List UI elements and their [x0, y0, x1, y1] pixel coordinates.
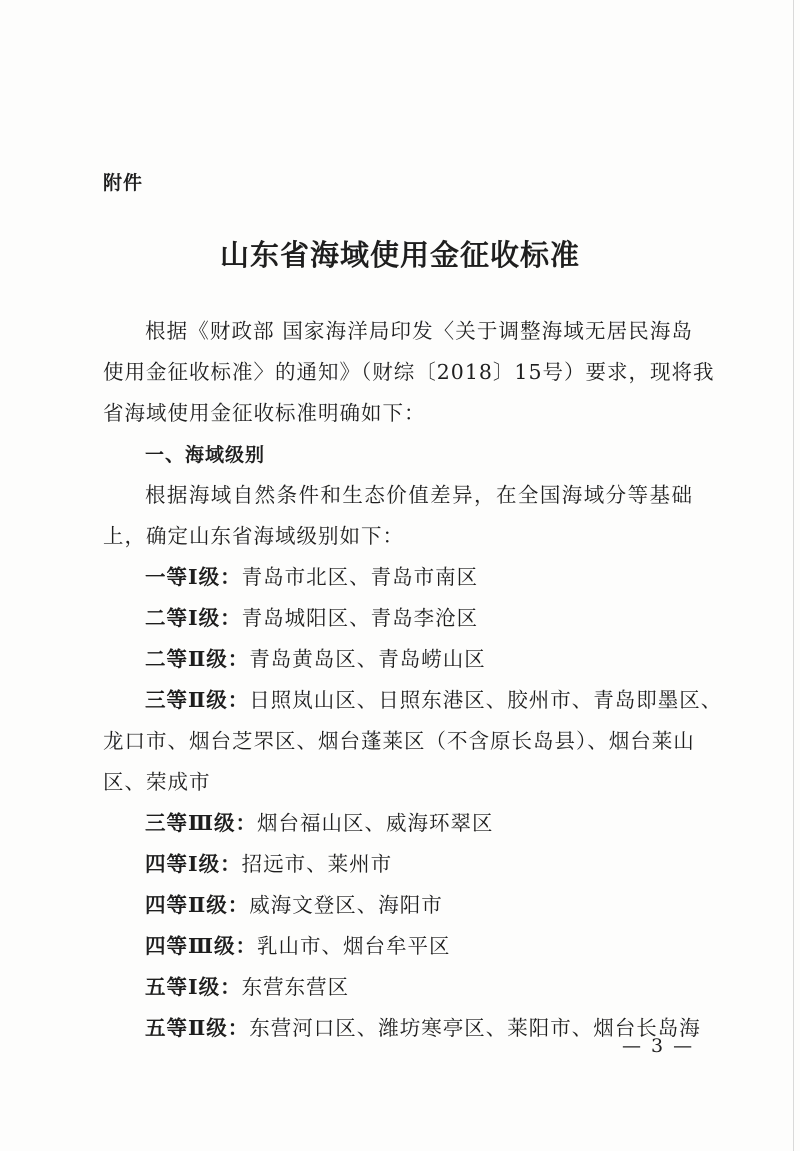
grade-label: 三等Ⅱ级：	[145, 688, 250, 712]
grade-row	[145, 644, 745, 674]
grade-row	[145, 890, 745, 920]
grade-areas: 烟台福山区、威海环翠区	[256, 811, 494, 835]
grade-areas: 招远市、莱州市	[241, 852, 393, 876]
grade-label: 二等Ⅱ级：	[145, 647, 250, 671]
grade-areas: 青岛城阳区、青岛李沧区	[241, 606, 479, 630]
grade-areas: 乳山市、烟台牟平区	[256, 934, 451, 958]
grade-areas: 青岛黄岛区、青岛崂山区	[249, 647, 486, 671]
document-title: 山东省海域使用金征收标准	[219, 238, 580, 272]
section-heading: 一、海域级别	[145, 444, 266, 466]
grade-row	[145, 849, 745, 879]
grade-row	[145, 808, 745, 838]
grade-label: 四等Ⅲ级：	[145, 934, 257, 958]
grade-continuation-line: 区、荣成市	[103, 770, 211, 794]
intro-line-2: 使用金征收标准〉的通知》（财综〔2018〕15号）要求，现将我	[103, 360, 715, 384]
grade-label: 三等Ⅲ级：	[145, 811, 257, 835]
grade-label: 四等Ⅰ级：	[145, 852, 242, 876]
grade-areas: 日照岚山区、日照东港区、胶州市、青岛即墨区、	[249, 688, 723, 712]
grade-label: 二等Ⅰ级：	[145, 606, 242, 630]
scan-edge-line	[793, 0, 794, 1151]
section-para-line-1: 根据海域自然条件和生态价值差异，在全国海域分等基础	[145, 483, 693, 507]
intro-line-3: 省海域使用金征收标准明确如下：	[103, 401, 426, 425]
grade-label: 一等Ⅰ级：	[145, 565, 242, 589]
intro-line-1: 根据《财政部 国家海洋局印发〈关于调整海域无居民海岛	[145, 319, 693, 343]
grade-label: 五等Ⅱ级：	[145, 1016, 250, 1040]
grade-continuation-line: 龙口市、烟台芝罘区、烟台蓬莱区（不含原长岛县）、烟台莱山	[103, 729, 695, 753]
grade-label: 四等Ⅱ级：	[145, 893, 250, 917]
grade-row	[145, 685, 745, 715]
grade-areas: 东营东营区	[241, 975, 350, 999]
grade-areas: 青岛市北区、青岛市南区	[241, 565, 479, 589]
grade-areas: 东营河口区、潍坊寒亭区、莱阳市、烟台长岛海	[249, 1016, 701, 1040]
attachment-label: 附件	[103, 172, 144, 194]
grade-row	[145, 972, 745, 1002]
grade-row	[145, 603, 745, 633]
grade-areas: 威海文登区、海阳市	[249, 893, 443, 917]
grade-row	[145, 931, 745, 961]
grade-row	[145, 562, 745, 592]
grade-label: 五等Ⅰ级：	[145, 975, 242, 999]
section-para-line-2: 上，确定山东省海域级别如下：	[103, 524, 404, 548]
page-number: — 3 —	[622, 1035, 695, 1057]
